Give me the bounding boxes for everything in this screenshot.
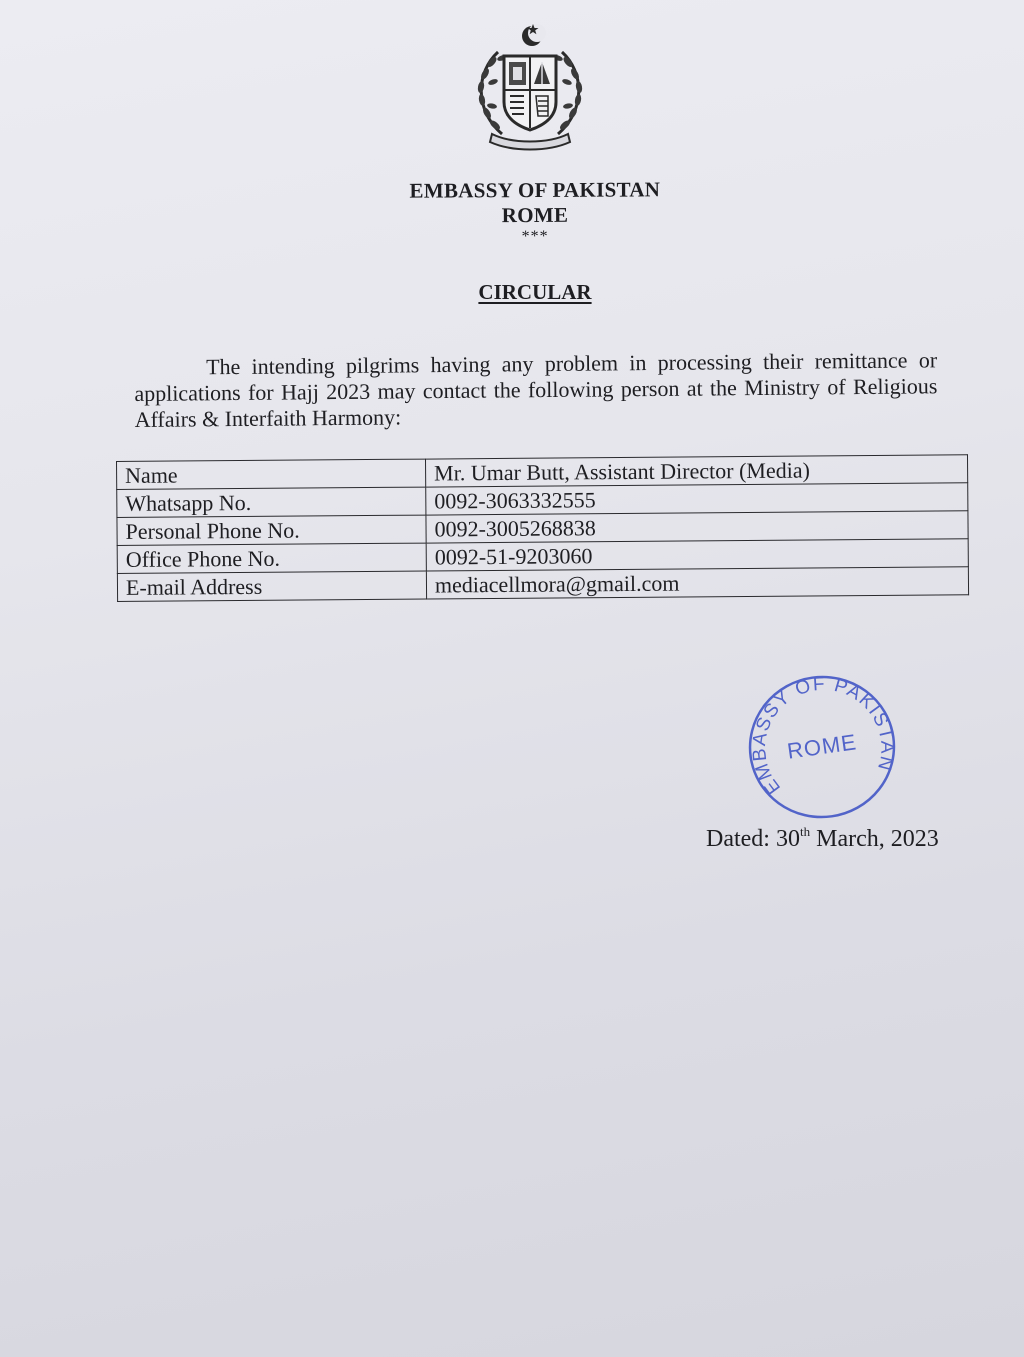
- letterhead: [320, 177, 750, 247]
- contact-value: mediacellmora@gmail.com: [426, 567, 968, 599]
- state-emblem-icon: [462, 22, 598, 152]
- dated-line: [706, 826, 1006, 853]
- contact-value: 0092-3063332555: [426, 483, 968, 515]
- embassy-stamp-icon: [732, 662, 911, 833]
- table-row: [117, 567, 968, 602]
- embassy-name: EMBASSY OF PAKISTAN: [409, 177, 661, 203]
- contact-label: Name: [117, 459, 426, 489]
- svg-text:EMBASSY OF PAKISTAN: [739, 664, 902, 800]
- dated-ordinal: th: [799, 824, 811, 839]
- contact-value: 0092-3005268838: [426, 511, 968, 543]
- dated-day: 30: [775, 826, 800, 852]
- stamp-center-text: ROME: [785, 729, 859, 764]
- dated-rest: March, 2023: [810, 826, 939, 852]
- contact-label: Whatsapp No.: [117, 487, 426, 517]
- document-title: CIRCULAR: [478, 280, 592, 304]
- contact-value: 0092-51-9203060: [426, 539, 968, 571]
- stamp-ring-text: EMBASSY OF PAKISTAN: [748, 673, 898, 798]
- embassy-city: ROME: [501, 202, 569, 228]
- contact-table: [116, 454, 969, 602]
- contact-label: E-mail Address: [117, 571, 426, 601]
- contact-label: Personal Phone No.: [117, 515, 426, 545]
- circular-paragraph: The intending pilgrims having any problem in processing their remittance or applications for Hajj 2023 may contact the following person at the Ministry of Religious Affairs & Interfaith Harmony:: [134, 347, 938, 432]
- contact-label: Office Phone No.: [117, 543, 426, 573]
- contact-value: Mr. Umar Butt, Assistant Director (Media): [425, 455, 967, 487]
- dated-prefix: Dated:: [706, 826, 776, 852]
- header-separator: ***: [521, 227, 549, 246]
